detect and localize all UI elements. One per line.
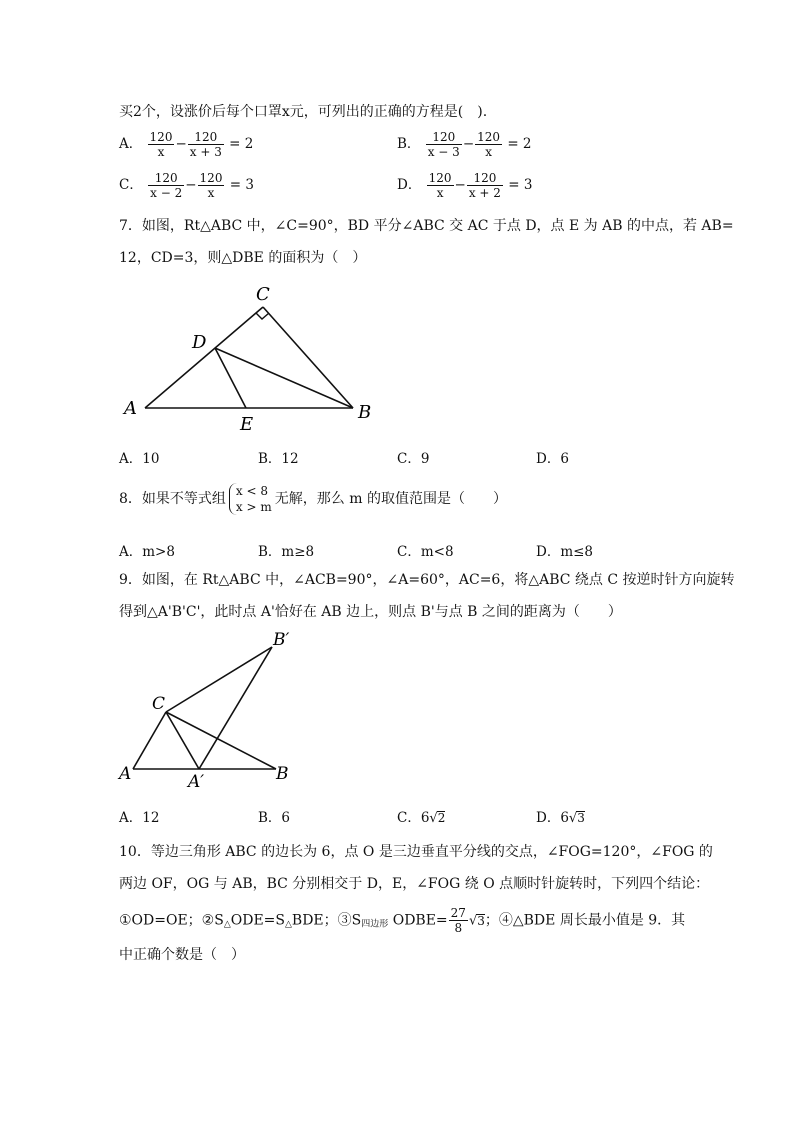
- q9-label-b: B: [276, 764, 289, 784]
- q7-option-d: D．6: [536, 451, 569, 467]
- radical-sign-icon: √: [468, 913, 478, 929]
- q9-option-b: B．6: [258, 810, 291, 826]
- q10-stem-line2: 两边 OF，OG 与 AB，BC 分别相交于 D，E，∠FOG 绕 O 点顺时针旋转时，下列四个结论：: [119, 876, 710, 892]
- q6-option-c: C． $\frac{120}{x - 2}$ − $\frac{120}{x}$ = 3: [119, 171, 254, 200]
- q8-option-b: B．m≥8: [258, 544, 315, 560]
- q6-c-frac1: $\frac{120}{x - 2}$: [150, 171, 183, 200]
- q6-option-c-letter: C．: [119, 177, 143, 193]
- q8-option-c: C．m<8: [397, 544, 454, 560]
- q7-label-d: D: [192, 332, 207, 353]
- q9-option-d: D．6√3: [536, 810, 585, 826]
- q9-stem-line1: 9．如图，在 Rt△ABC 中，∠ACB=90°，∠A=60°，AC=6，将△ABC 绕点 C 按逆时针方向旋转: [119, 572, 735, 588]
- q10-stem-line3: ①OD=OE；$②S_\triangle ODE=S_\triangle BDE$；$③S_{四边形}$ ODBE= $\frac{27}{8}$ √3；④△BDE 周长最小值是 9．其: [119, 906, 686, 935]
- q7-option-a: A．10: [119, 451, 160, 467]
- q6-stem: 买2个，设涨价后每个口罩x元，可列出的正确的方程是( ).: [119, 104, 488, 120]
- q10-stem-line4: 中正确个数是（ ）: [119, 947, 245, 963]
- q9-segment-ac: [133, 712, 166, 769]
- q6-b-frac2: $\frac{120}{x}$: [477, 130, 501, 159]
- q8-inequality-system: x < 8 x > m: [229, 483, 272, 515]
- q7-stem-line2: 12，CD=3，则△DBE 的面积为（ ）: [119, 250, 367, 266]
- q6-a-frac2: $\frac{120}{x + 3}$: [189, 130, 222, 159]
- q9-label-a: A: [119, 764, 132, 784]
- q9-label-a-prime: A′: [188, 772, 205, 792]
- q10-stem-line1: 10．等边三角形 ABC 的边长为 6，点 O 是三边垂直平分线的交点，∠FOG=120°，∠FOG 的: [119, 844, 713, 860]
- q6-d-frac1: $\frac{120}{x}$: [428, 171, 452, 200]
- q9-segment-cb-prime: [166, 647, 272, 712]
- q6-b-frac1: $\frac{120}{x - 3}$: [427, 130, 460, 159]
- q7-stem-line1: 7．如图，Rt△ABC 中，∠C=90°，BD 平分∠ABC 交 AC 于点 D，点 E 为 AB 的中点，若 AB=: [119, 218, 734, 234]
- q7-triangle-figure: [110, 280, 390, 435]
- q7-label-e: E: [240, 414, 254, 435]
- q8-option-d: D．m≤8: [536, 544, 594, 560]
- q7-label-a: A: [124, 398, 137, 419]
- q9-label-b-prime: B′: [273, 630, 290, 650]
- q7-label-b: B: [358, 402, 372, 423]
- q7-segment-de: [215, 348, 246, 408]
- q6-c-frac2: $\frac{120}{x}$: [199, 171, 223, 200]
- q9-rotation-figure: [110, 625, 310, 795]
- q7-segment-ac: [145, 307, 263, 408]
- q7-option-c: C．9: [397, 451, 430, 467]
- q7-right-angle-mark: [256, 313, 269, 319]
- q7-option-b: B．12: [258, 451, 299, 467]
- q9-label-c: C: [152, 694, 166, 714]
- radical-sign-icon: √: [429, 811, 438, 826]
- q7-segment-db: [215, 348, 353, 408]
- q6-option-b-letter: B．: [397, 136, 421, 152]
- q7-label-c: C: [256, 284, 270, 305]
- q10-fraction: $\frac{27}{8}$: [450, 906, 466, 935]
- q6-a-frac1: $\frac{120}{x}$: [149, 130, 173, 159]
- q8-stem: 8．如果不等式组 x < 8 x > m 无解，那么 m 的取值范围是（ ）: [119, 484, 507, 514]
- q8-option-a: A．m>8: [119, 544, 175, 560]
- q6-option-b: B． $\frac{120}{x - 3}$ − $\frac{120}{x}$ = 2: [397, 130, 532, 159]
- q9-segment-a-prime-b-prime: [199, 647, 272, 769]
- q6-option-d: D． $\frac{120}{x}$ − $\frac{120}{x + 2}$ = 3: [397, 171, 533, 200]
- q6-option-a: A． $\frac{120}{x}$ − $\frac{120}{x + 3}$ = 2: [119, 130, 254, 159]
- radical-sign-icon: √: [568, 811, 578, 826]
- q9-option-c: C．6√2: [397, 810, 446, 826]
- q7-segment-cb: [263, 307, 353, 408]
- q9-stem-line2: 得到△A'B'C'，此时点 A'恰好在 AB 边上，则点 B'与点 B 之间的距离为（ ）: [119, 604, 622, 620]
- q6-d-frac2: $\frac{120}{x + 2}$: [468, 171, 501, 200]
- q6-option-d-letter: D．: [397, 177, 422, 193]
- q9-option-a: A．12: [119, 810, 160, 826]
- q6-option-a-letter: A．: [119, 136, 143, 152]
